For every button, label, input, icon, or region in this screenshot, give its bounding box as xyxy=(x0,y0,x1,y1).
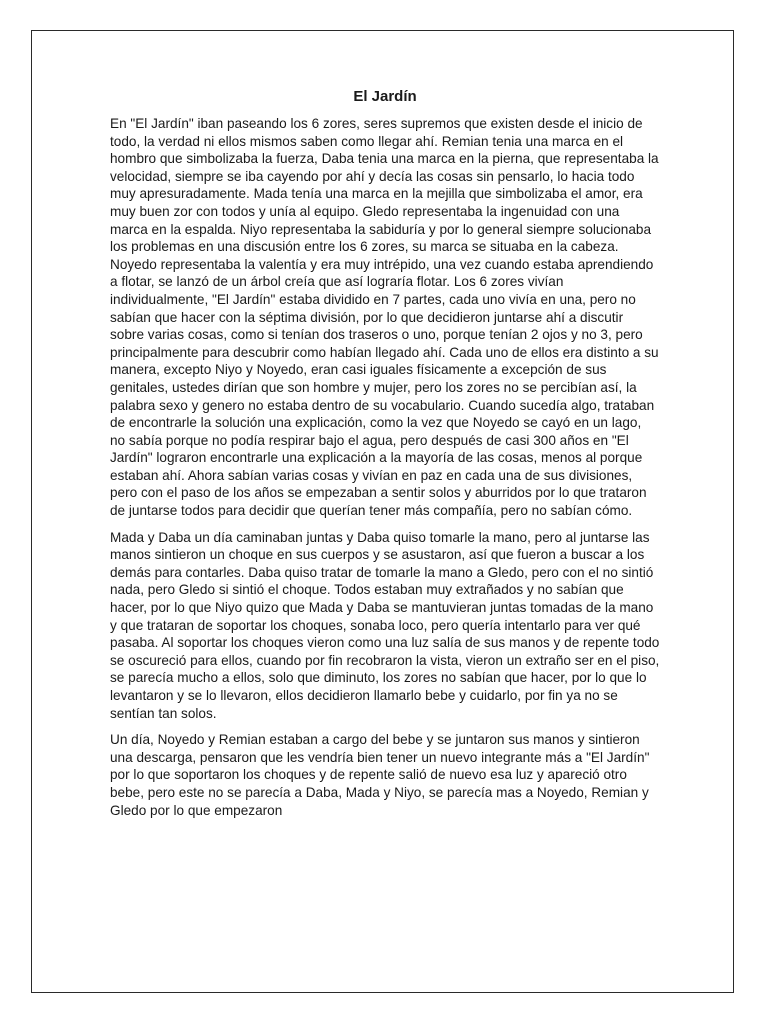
document-title: El Jardín xyxy=(353,88,417,105)
paragraph-3: Un día, Noyedo y Remian estaban a cargo del bebe y se juntaron sus manos y sintieron una descarga, pensaron que les vendría bien tener un nuevo integrante más a "El Jardín" por lo que soportaron los choques y de repente salió de nuevo esa luz y apareció otro bebe, pero este no se parecía a Daba, Mada y Niyo, se parecía mas a Noyedo, Remian y Gledo por lo que empezaron xyxy=(110,732,650,818)
paragraph-2: Mada y Daba un día caminaban juntas y Daba quiso tomarle la mano, pero al juntarse las manos sintieron un choque en sus cuerpos y se asustaron, así que fueron a buscar a los demás para contarles. Daba quiso tratar de tomarle la mano a Gledo, pero con el no sintió nada, pero Gledo si sintió el choque. Todos estaban muy extrañados y no sabían que hacer, por lo que Niyo quizo que Mada y Daba se mantuvieran juntas tomadas de la mano y que trataran de soportar los choques, sonaba loco, pero quería intentarlo para ver qué pasaba. Al soportar los choques vieron como una luz salía de sus manos y de repente todo se oscureció para ellos, cuando por fin recobraron la vista, vieron un extraño ser en el piso, se parecía mucho a ellos, solo que diminuto, los zores no sabían que hacer, por lo que lo levantaron y se lo llevaron, ellos decidieron llamarlo bebe y cuidarlo, por fin ya no se sentían tan solos. xyxy=(110,529,660,721)
document-body xyxy=(110,87,660,828)
paragraph-1: En "El Jardín" iban paseando los 6 zores, seres supremos que existen desde el inicio de todo, la verdad ni ellos mismos saben como llegar ahí. Remian tenia una marca en el hombro que simbolizaba la fuerza, Daba tenia una marca en la pierna, que representaba la velocidad, siempre se iba cayendo por ahí y decía las cosas sin pensarlo, lo hacia todo muy apresuradamente. Mada tenía una marca en la mejilla que simbolizaba el amor, era muy buen zor con todos y unía al equipo. Gledo representaba la ingenuidad con una marca en la espalda. Niyo representaba la sabiduría y por lo general siempre solucionaba los problemas en una discusión entre los 6 zores, su marca se situaba en la cabeza. Noyedo representaba la valentía y era muy intrépido, una vez cuando estaba aprendiendo a flotar, se lanzó de un árbol creía que así lograría flotar. Los 6 zores vivían individualmente, "El Jardín" estaba dividido en 7 partes, cada uno vivía en una, pero no sabían que hacer con la séptima división, por lo que decidieron juntarse ahí a discutir sobre varias cosas, como si tenían dos traseros o uno, porque tenían 2 ojos y no 3, pero principalmente para descubrir como habían llegado ahí. Cada uno de ellos era distinto a su manera, excepto Niyo y Noyedo, eran casi iguales físicamente a excepción de sus genitales, ustedes dirían que son hombre y mujer, pero los zores no se percibían así, la palabra sexo y genero no estaba dentro de su vocabulario. Cuando sucedía algo, trataban de encontrarle la solución una explicación, como la vez que Noyedo se cayó en un lago, no sabía porque no podía respirar bajo el agua, pero después de casi 300 años en "El Jardín" lograron encontrarle una explicación a la mayoría de las cosas, menos al porque estaban ahí. Ahora sabían varias cosas y vivían en paz en cada una de sus divisiones, pero con el paso de los años se empezaban a sentir solos y aburridos por lo que trataron de juntarse todos para decidir que querían tener más compañía, pero no sabían cómo. xyxy=(110,116,659,519)
document-page xyxy=(31,30,734,993)
